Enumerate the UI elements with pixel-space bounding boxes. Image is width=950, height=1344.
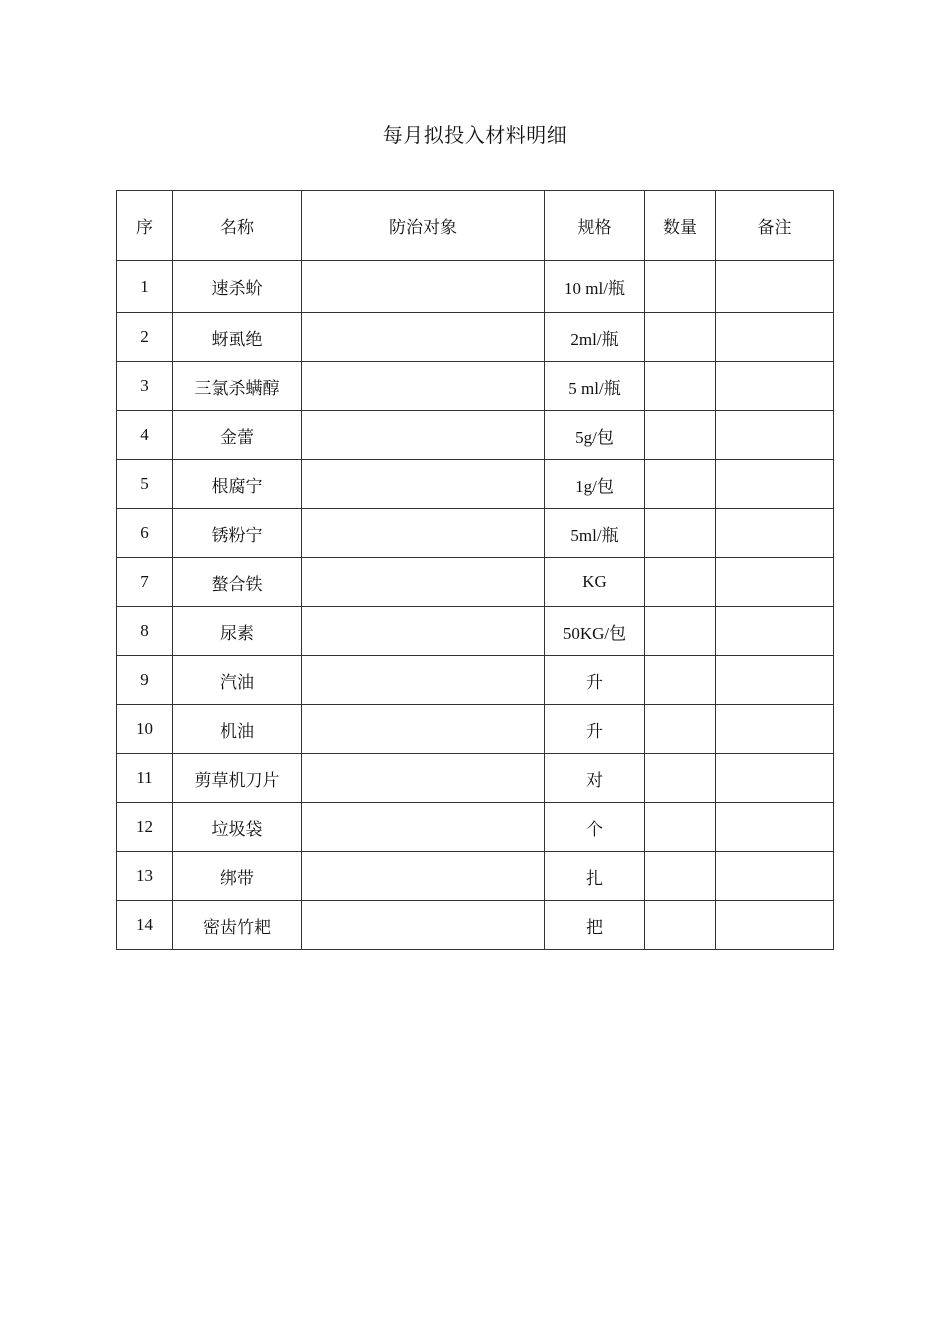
- cell-qty: [645, 261, 716, 313]
- cell-spec: KG: [545, 558, 645, 607]
- cell-spec: 把: [545, 901, 645, 950]
- cell-name: 锈粉宁: [173, 509, 302, 558]
- cell-spec: 2ml/瓶: [545, 313, 645, 362]
- cell-qty: [645, 754, 716, 803]
- page-title: 每月拟投入材料明细: [382, 125, 568, 147]
- cell-note: [716, 509, 834, 558]
- cell-target: [302, 509, 545, 558]
- cell-target: [302, 705, 545, 754]
- cell-target: [302, 754, 545, 803]
- cell-seq: 7: [117, 558, 173, 607]
- cell-note: [716, 852, 834, 901]
- cell-name: 绑带: [173, 852, 302, 901]
- cell-seq: 14: [117, 901, 173, 950]
- table-row: [117, 607, 834, 656]
- table-row: [117, 261, 834, 313]
- cell-note: [716, 460, 834, 509]
- cell-qty: [645, 362, 716, 411]
- table-row: [117, 558, 834, 607]
- cell-name: 汽油: [173, 656, 302, 705]
- cell-note: [716, 754, 834, 803]
- cell-spec: 5g/包: [545, 411, 645, 460]
- table-row: [117, 901, 834, 950]
- cell-name: 金蕾: [173, 411, 302, 460]
- cell-spec: 5 ml/瓶: [545, 362, 645, 411]
- cell-note: [716, 362, 834, 411]
- cell-qty: [645, 705, 716, 754]
- cell-qty: [645, 852, 716, 901]
- cell-qty: [645, 607, 716, 656]
- cell-seq: 9: [117, 656, 173, 705]
- cell-target: [302, 362, 545, 411]
- cell-spec: 10 ml/瓶: [545, 261, 645, 313]
- cell-qty: [645, 509, 716, 558]
- cell-target: [302, 852, 545, 901]
- cell-name: 三氯杀螨醇: [173, 362, 302, 411]
- cell-note: [716, 901, 834, 950]
- cell-spec: 升: [545, 656, 645, 705]
- table-row: [117, 362, 834, 411]
- cell-qty: [645, 313, 716, 362]
- cell-name: 速杀蚧: [173, 261, 302, 313]
- table-row: [117, 509, 834, 558]
- cell-seq: 6: [117, 509, 173, 558]
- cell-qty: [645, 411, 716, 460]
- cell-spec: 升: [545, 705, 645, 754]
- cell-target: [302, 460, 545, 509]
- table-row: [117, 705, 834, 754]
- cell-target: [302, 656, 545, 705]
- header-qty: 数量: [645, 191, 716, 261]
- cell-name: 垃圾袋: [173, 803, 302, 852]
- table-row: [117, 656, 834, 705]
- cell-spec: 50KG/包: [545, 607, 645, 656]
- header-target: 防治对象: [302, 191, 545, 261]
- materials-table: [116, 190, 834, 950]
- cell-qty: [645, 656, 716, 705]
- cell-spec: 扎: [545, 852, 645, 901]
- cell-qty: [645, 460, 716, 509]
- cell-target: [302, 411, 545, 460]
- cell-spec: 对: [545, 754, 645, 803]
- cell-target: [302, 558, 545, 607]
- cell-note: [716, 705, 834, 754]
- cell-name: 机油: [173, 705, 302, 754]
- table-row: [117, 460, 834, 509]
- table-row: [117, 852, 834, 901]
- cell-note: [716, 313, 834, 362]
- cell-note: [716, 656, 834, 705]
- cell-name: 剪草机刀片: [173, 754, 302, 803]
- table-row: [117, 803, 834, 852]
- table-row: [117, 313, 834, 362]
- table-row: [117, 754, 834, 803]
- cell-qty: [645, 558, 716, 607]
- cell-target: [302, 803, 545, 852]
- cell-note: [716, 558, 834, 607]
- cell-spec: 个: [545, 803, 645, 852]
- cell-target: [302, 313, 545, 362]
- cell-note: [716, 607, 834, 656]
- cell-target: [302, 261, 545, 313]
- cell-note: [716, 261, 834, 313]
- cell-qty: [645, 803, 716, 852]
- cell-name: 根腐宁: [173, 460, 302, 509]
- header-name: 名称: [173, 191, 302, 261]
- cell-seq: 8: [117, 607, 173, 656]
- cell-seq: 2: [117, 313, 173, 362]
- cell-target: [302, 901, 545, 950]
- cell-note: [716, 803, 834, 852]
- cell-name: 螯合铁: [173, 558, 302, 607]
- header-seq: 序: [117, 191, 173, 261]
- cell-seq: 5: [117, 460, 173, 509]
- cell-qty: [645, 901, 716, 950]
- table-header-row: [117, 191, 834, 261]
- cell-name: 尿素: [173, 607, 302, 656]
- cell-name: 密齿竹耙: [173, 901, 302, 950]
- cell-seq: 13: [117, 852, 173, 901]
- cell-seq: 11: [117, 754, 173, 803]
- cell-target: [302, 607, 545, 656]
- cell-spec: 5ml/瓶: [545, 509, 645, 558]
- cell-seq: 4: [117, 411, 173, 460]
- cell-name: 蚜虱绝: [173, 313, 302, 362]
- header-note: 备注: [716, 191, 834, 261]
- cell-seq: 12: [117, 803, 173, 852]
- cell-seq: 3: [117, 362, 173, 411]
- table-row: [117, 411, 834, 460]
- header-spec: 规格: [545, 191, 645, 261]
- cell-note: [716, 411, 834, 460]
- cell-spec: 1g/包: [545, 460, 645, 509]
- cell-seq: 1: [117, 261, 173, 313]
- cell-seq: 10: [117, 705, 173, 754]
